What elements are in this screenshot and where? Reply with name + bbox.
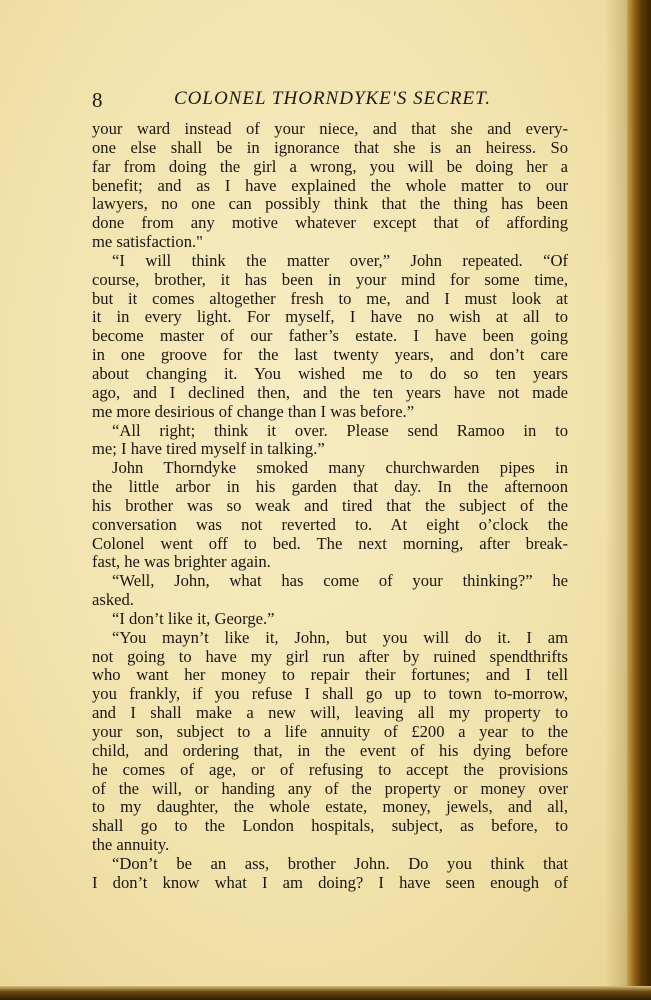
- text-line: you frankly, if you refuse I shall go up to town to-morrow,: [92, 684, 568, 704]
- text-line: Colonel went off to bed. The next morning, after break-: [92, 533, 568, 553]
- text-line: I don’t know what I am doing? I have seen enough of: [92, 872, 568, 892]
- text-line: far from doing the girl a wrong, you will be doing her a: [92, 156, 568, 176]
- text-line: done from any motive whatever except that of affording: [92, 213, 568, 233]
- text-line: it in every light. For myself, I have no wish at all to: [92, 307, 568, 327]
- text-line: “Don’t be an ass, brother John. Do you think that: [112, 853, 568, 873]
- text-line: “I will think the matter over,” John repeated. “Of: [112, 250, 568, 270]
- text-line: and I shall make a new will, leaving all my property to: [92, 703, 568, 723]
- text-line: “Well, John, what has come of your thinking?” he: [112, 571, 568, 591]
- text-line: become master of our father’s estate. I have been going: [92, 326, 568, 346]
- text-line: benefit; and as I have explained the whole matter to our: [92, 175, 568, 195]
- page-bottom-edge: [0, 986, 651, 1000]
- text-line: me more desirious of change than I was before.”: [92, 401, 415, 421]
- text-line: “You mayn’t like it, John, but you will do it. I am: [112, 627, 568, 647]
- text-line: “I don’t like it, George.”: [112, 608, 275, 628]
- text-line: about changing it. You wished me to do so ten years: [92, 363, 568, 383]
- text-line: lawyers, no one can possibly think that the thing has been: [92, 194, 568, 214]
- text-line: ago, and I declined then, and the ten years have not made: [92, 382, 568, 402]
- text-line: his brother was so weak and tired that the subject of the: [92, 495, 568, 515]
- text-line: “All right; think it over. Please send Ramoo in to: [112, 420, 568, 440]
- text-line: he comes of age, or of refusing to accept the provisions: [92, 759, 568, 779]
- body-text: [92, 120, 568, 893]
- text-line: to my daughter, the whole estate, money, jewels, and all,: [92, 797, 568, 817]
- text-line: me; I have tired myself in talking.”: [92, 439, 325, 459]
- page-edge-shadow: [605, 0, 627, 1000]
- text-line: shall go to the London hospitals, subject, as before, to: [92, 816, 568, 836]
- running-title: COLONEL THORNDYKE'S SECRET.: [174, 88, 492, 109]
- text-line: the annuity.: [92, 835, 170, 855]
- book-spine-edge: [627, 0, 651, 1000]
- text-line: John Thorndyke smoked many churchwarden pipes in: [112, 458, 568, 478]
- text-line: in one groove for the last twenty years, and don’t care: [92, 345, 568, 365]
- text-line: me satisfaction.": [92, 232, 203, 252]
- text-line: the little arbor in his garden that day. In the afternoon: [92, 477, 568, 497]
- text-line: your son, subject to a life annuity of £200 a year to the: [92, 722, 568, 741]
- text-line: conversation was not reverted to. At eight o’clock the: [92, 514, 568, 534]
- text-line: one else shall be in ignorance that she is an heiress. So: [92, 137, 568, 157]
- text-line: your ward instead of your niece, and that she and every-: [92, 119, 568, 138]
- text-line: asked.: [92, 590, 134, 610]
- text-line: not going to have my girl run after by ruined spendthrifts: [92, 646, 568, 666]
- text-line: fast, he was brighter again.: [92, 552, 271, 572]
- text-line: child, and ordering that, in the event of his dying before: [92, 740, 568, 760]
- running-header: [92, 88, 572, 116]
- text-line: who want her money to repair their fortunes; and I tell: [92, 665, 568, 685]
- text-line: but it comes altogether fresh to me, and I must look at: [92, 288, 568, 308]
- text-line: course, brother, it has been in your mind for some time,: [92, 269, 568, 289]
- text-line: of the will, or handing any of the property or money over: [92, 778, 568, 798]
- page-number: 8: [92, 88, 103, 112]
